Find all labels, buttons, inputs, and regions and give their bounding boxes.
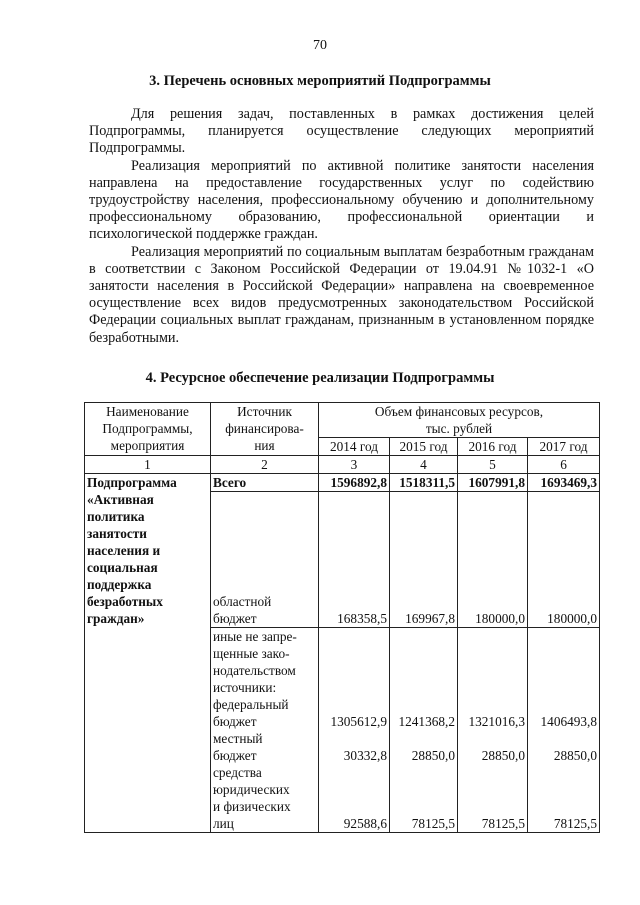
column-number-row — [85, 456, 600, 474]
page-number: 70 — [313, 38, 327, 53]
regional-value: 180000,0 — [528, 492, 600, 628]
other-values-2015: 1241368,2 28850,0 78125,5 — [390, 628, 458, 833]
resource-table — [84, 402, 600, 833]
header-volume: Объем финансовых ресурсов, тыс. рублей — [319, 403, 600, 438]
paragraph: Для решения задач, поставленных в рамках достижения целей Подпрограммы, планируется осуществление следующих мероприятий Подпрограммы. — [89, 106, 594, 157]
table-header-row — [85, 403, 600, 438]
total-value: 1596892,8 — [319, 474, 390, 492]
paragraph: Реализация мероприятий по активной политике занятости населения направлена на предоставление государственных услуг по содействию трудоустройству населения, профессиональному обучению и дополнительному профессиональному образованию, профессиональной ориентации и психологической поддержке граждан. — [89, 157, 594, 243]
program-name: Подпрограмма «Активная политика занятости населения и социальная поддержка безработных граждан» — [85, 474, 211, 833]
other-sources-label: иные не запре- щенные зако- нодательством источники: федеральный бюджет местный бюджет средства юридических и физических лиц — [211, 628, 319, 833]
total-value: 1607991,8 — [458, 474, 528, 492]
other-values-2016: 1321016,3 28850,0 78125,5 — [458, 628, 528, 833]
section-body — [89, 106, 594, 347]
header-year: 2015 год — [390, 438, 458, 456]
other-values-2014: 1305612,9 30332,8 92588,6 — [319, 628, 390, 833]
regional-value: 180000,0 — [458, 492, 528, 628]
total-label: Всего — [211, 474, 319, 492]
column-number: 5 — [458, 456, 528, 474]
regional-value: 168358,5 — [319, 492, 390, 628]
section-heading-resources: 4. Ресурсное обеспечение реализации Подпрограммы — [145, 370, 495, 386]
regional-label: областной бюджет — [211, 492, 319, 628]
section-heading-activities: 3. Перечень основных мероприятий Подпрограммы — [149, 73, 491, 89]
header-year: 2014 год — [319, 438, 390, 456]
total-value: 1518311,5 — [390, 474, 458, 492]
column-number: 2 — [211, 456, 319, 474]
column-number: 3 — [319, 456, 390, 474]
column-number: 6 — [528, 456, 600, 474]
header-source: Источник финансирова- ния — [211, 403, 319, 456]
header-year: 2016 год — [458, 438, 528, 456]
column-number: 1 — [85, 456, 211, 474]
paragraph: Реализация мероприятий по социальным выплатам безработным гражданам в соответствии с Законом Российской Федерации от 19.04.91 №1032-1 «О занятости населения в Российской Федерации» направлена на своевременное осуществление всех видов предусмотренных законодательством Российской Федерации социальных выплат гражданам, признанным в установленном порядке безработными. — [89, 243, 594, 346]
column-number: 4 — [390, 456, 458, 474]
regional-value: 169967,8 — [390, 492, 458, 628]
header-year: 2017 год — [528, 438, 600, 456]
other-values-2017: 1406493,8 28850,0 78125,5 — [528, 628, 600, 833]
table-row-total — [85, 474, 600, 492]
total-value: 1693469,3 — [528, 474, 600, 492]
header-name: Наименование Подпрограммы, мероприятия — [85, 403, 211, 456]
